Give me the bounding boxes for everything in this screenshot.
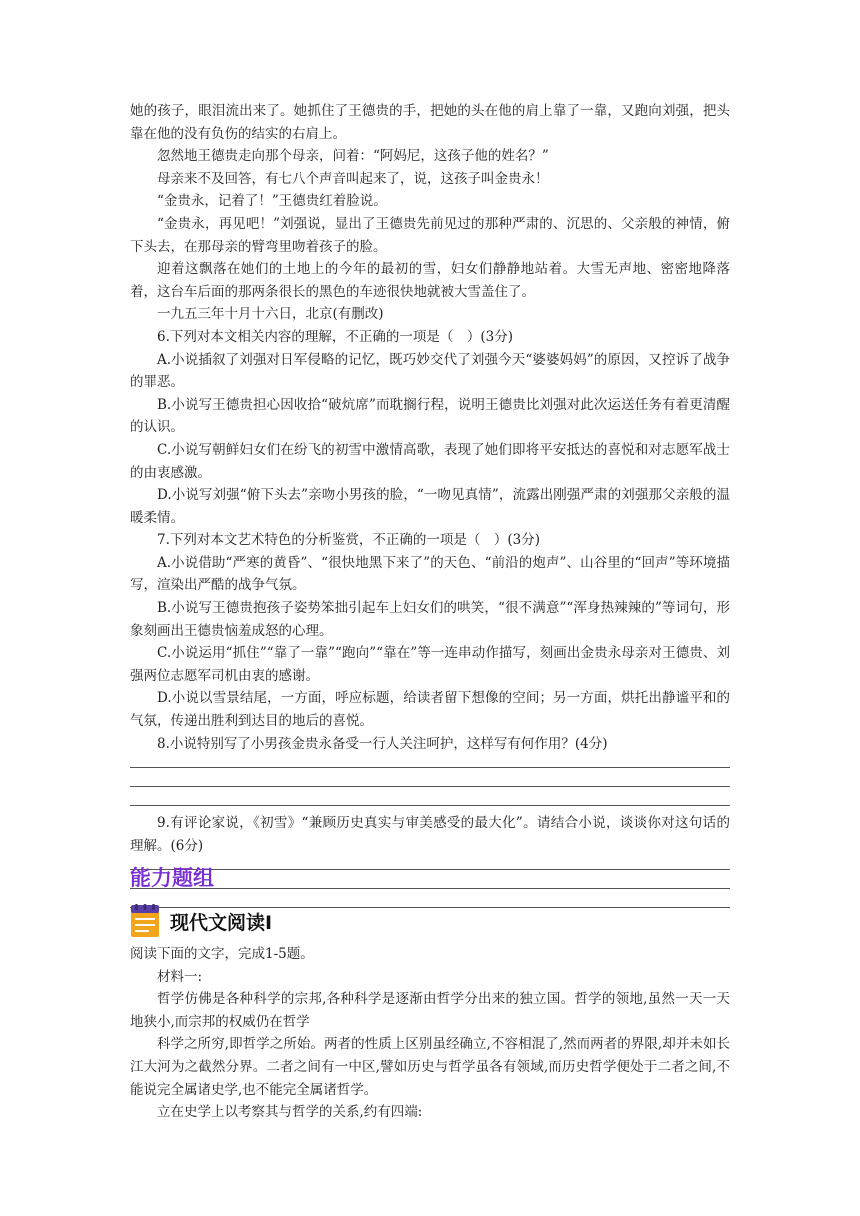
option-d[interactable]: D.小说以雪景结尾，一方面，呼应标题，给读者留下想像的空间；另一方面，烘托出静谧平和的气氛，传递出胜利到达目的地后的喜悦。 xyxy=(130,690,730,730)
option-a[interactable]: A.小说借助“严寒的黄昏”、“很快地黑下来了”的天色、“前沿的炮声”、山谷里的“回声”等环境描写，渲染出严酷的战争气氛。 xyxy=(130,554,730,594)
question-stem: 6.下列对本文相关内容的理解，不正确的一项是（ ）(3分) xyxy=(157,328,514,345)
question-7 xyxy=(130,529,730,732)
option-c[interactable]: C.小说运用“抓住”“靠了一靠”“跑向”“靠在”等一连串动作描写，刻画出金贵永母亲对王德贵、刘强两位志愿军司机由衷的感谢。 xyxy=(130,645,730,684)
material-label: 材料一: xyxy=(157,968,203,985)
option-b[interactable]: B.小说写王德贵担心因收拾“破炕席”而耽搁行程，说明王德贵比刘强对此次运送任务有着更清醒的认识。 xyxy=(130,396,730,436)
story-paragraph: “金贵永，再见吧！”刘强说，显出了王德贵先前见过的那种严肃的、沉思的、父亲般的神情，俯下头去，在那母亲的臂弯里吻着孩子的脸。 xyxy=(130,215,730,255)
story-paragraph: 母亲来不及回答，有七八个声音叫起来了，说，这孩子叫金贵永！ xyxy=(157,170,549,187)
material-paragraph: 立在史学上以考察其与哲学的关系,约有四端: xyxy=(157,1104,423,1121)
question-stem: 8.小说特别写了小男孩金贵永备受一行人关注呵护，这样写有何作用？(4分) xyxy=(157,735,608,752)
question-stem: 7.下列对本文艺术特色的分析鉴赏，不正确的一项是（ ）(3分) xyxy=(157,532,541,549)
answer-area[interactable] xyxy=(130,857,730,908)
story-source: 一九五三年十月十六日，北京(有删改) xyxy=(157,306,384,323)
answer-line xyxy=(130,869,730,870)
story-paragraph: 迎着这飘落在她们的土地上的今年的最初的雪，妇女们静静地站着。大雪无声地、密密地降落着，这台车后面的那两条很长的黑色的车迹很快地就被大雪盖住了。 xyxy=(130,261,730,300)
section-title: 能力题组 xyxy=(130,866,214,890)
reading-instruction: 阅读下面的文字，完成1-5题。 xyxy=(130,946,314,962)
reading-material xyxy=(130,943,730,1124)
subsection-header xyxy=(130,904,272,938)
answer-line xyxy=(130,786,730,787)
story-paragraph: 忽然地王德贵走向那个母亲，问着：“阿妈尼，这孩子他的姓名？” xyxy=(157,148,549,165)
story-paragraph: “金贵永，记着了！”王德贵红着脸说。 xyxy=(157,193,387,210)
material-paragraph: 哲学仿佛是各种科学的宗邦,各种科学是逐渐由哲学分出来的独立国。哲学的领地,虽然一天一天地狭小,而宗邦的权威仍在哲学 xyxy=(130,991,730,1030)
question-stem: 9.有评论家说，《初雪》“兼顾历史真实与审美感受的最大化”。请结合小说，谈谈你对这句话的理解。(6分) xyxy=(130,815,730,854)
option-d[interactable]: D.小说写刘强“俯下头去”亲吻小男孩的脸，“一吻见真情”，流露出刚强严肃的刘强那父亲般的温暖柔情。 xyxy=(130,487,730,526)
story-paragraph: 她的孩子，眼泪流出来了。她抓住了王德贵的手，把她的头在他的肩上靠了一靠，又跑向刘强，把头靠在他的没有负伤的结实的右肩上。 xyxy=(130,103,730,142)
question-9 xyxy=(130,812,730,908)
question-8 xyxy=(130,733,730,807)
answer-line xyxy=(130,805,730,806)
answer-line xyxy=(130,767,730,768)
option-c[interactable]: C.小说写朝鲜妇女们在纷飞的初雪中激情高歌，表现了她们即将平安抵达的喜悦和对志愿军战士的由衷感激。 xyxy=(130,441,730,481)
option-a[interactable]: A.小说插叙了刘强对日军侵略的记忆，既巧妙交代了刘强今天“婆婆妈妈”的原因，又控诉了战争的罪恶。 xyxy=(130,351,730,391)
subsection-title: 现代文阅读Ⅰ xyxy=(170,911,273,934)
answer-area[interactable] xyxy=(130,755,730,806)
notepad-icon xyxy=(130,904,160,938)
story-excerpt xyxy=(130,100,730,908)
material-paragraph: 科学之所穷,即哲学之所始。两者的性质上区别虽经确立,不容相混了,然而两者的界限,却并未如长江大河为之截然分界。二者之间有一中区,譬如历史与哲学虽各有领域,而历史哲学便处于二者之间,不能说完全属诸史学,也不能完全属诸哲学。 xyxy=(130,1036,730,1098)
question-6 xyxy=(130,326,730,529)
answer-line xyxy=(130,888,730,889)
option-b[interactable]: B.小说写王德贵抱孩子姿势笨拙引起车上妇女们的哄笑，“很不满意”“浑身热辣辣的”等词句，形象刻画出王德贵恼羞成怒的心理。 xyxy=(130,600,730,639)
